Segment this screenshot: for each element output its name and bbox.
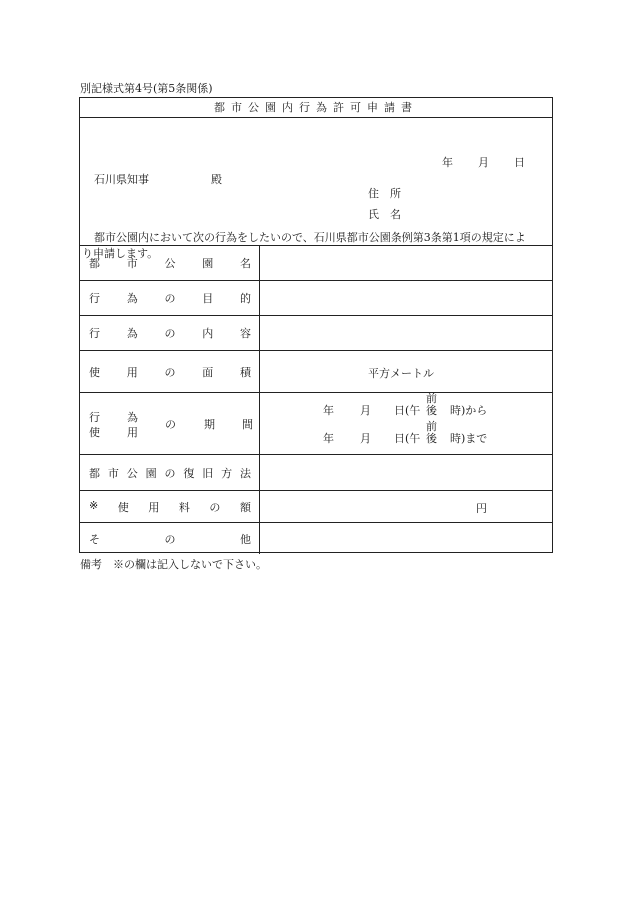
row-period [80, 393, 552, 455]
form-title: 都市公園内行為許可申請書 [80, 98, 552, 118]
value-other[interactable] [260, 523, 552, 554]
date-year-label: 年 [442, 156, 453, 169]
period-from-month: 月 [360, 404, 371, 417]
date-month-label: 月 [478, 156, 489, 169]
remarks-note: 備考 ※の欄は記入しないで下さい。 [80, 558, 267, 571]
period-from-year: 年 [323, 404, 334, 417]
area-unit: 平方メートル [368, 367, 434, 380]
label-purpose: 行 為 の 目 的 [89, 292, 251, 305]
form-header [80, 118, 552, 260]
value-purpose[interactable] [260, 281, 552, 315]
value-area[interactable] [260, 351, 552, 392]
addressee: 石川県知事 [94, 173, 149, 186]
period-to-day: 日(午 [394, 432, 421, 445]
honorific: 殿 [211, 173, 222, 186]
period-to-year: 年 [323, 432, 334, 445]
row-restoration [80, 455, 552, 491]
value-restoration[interactable] [260, 455, 552, 490]
value-content[interactable] [260, 316, 552, 350]
date-day-label: 日 [514, 156, 525, 169]
statement-line-1: 都市公園内において次の行為をしたいので、石川県都市公園条例第3条第1項の規定によ [94, 231, 526, 244]
label-fee: ※ 使 用 料 の 額 [89, 498, 251, 514]
value-fee[interactable] [260, 491, 552, 522]
label-park-name: 都 市 公 園 名 [89, 257, 251, 270]
application-form [79, 97, 553, 553]
period-to-tail: 時)まで [450, 432, 488, 445]
label-other: そ の 他 [89, 532, 251, 546]
name-label: 氏 名 [368, 208, 401, 221]
row-fee [80, 491, 552, 523]
fee-unit: 円 [476, 502, 487, 515]
period-from-day: 日(午 [394, 404, 421, 417]
period-from-ampm: 前 後 [426, 392, 437, 417]
label-area: 使 用 の 面 積 [89, 365, 251, 379]
value-park-name[interactable] [260, 246, 552, 280]
period-to-month: 月 [360, 432, 371, 445]
address-label: 住 所 [368, 187, 401, 200]
label-period: 行 為 使 用 の 期 間 [80, 393, 260, 454]
row-purpose [80, 281, 552, 316]
value-period[interactable] [260, 393, 552, 454]
statement-line-2: り申請します。 [82, 247, 159, 260]
period-from-tail: 時)から [450, 404, 488, 417]
label-restoration: 都 市 公 園 の 復 旧 方 法 [89, 466, 251, 480]
row-other [80, 523, 552, 554]
row-content [80, 316, 552, 351]
row-area [80, 351, 552, 393]
label-content: 行 為 の 内 容 [89, 327, 251, 340]
form-reference: 別記様式第4号(第5条関係) [80, 82, 213, 95]
period-to-ampm: 前 後 [426, 420, 437, 445]
